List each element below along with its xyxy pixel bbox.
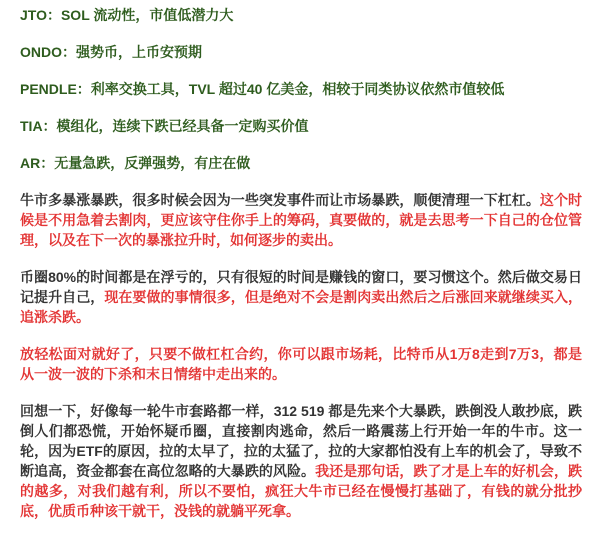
paragraph-text-black: 牛市多暴涨暴跌，很多时候会因为一些突发事件而让市场暴跌，顺便清理一下杠杠。 [20,192,540,208]
paragraph-text-red: 这个时候是不用急着去割肉，更应该守住你手上的筹码，真要做的，就是去思考一下自己的仓位管理，以及在下一次的暴涨拉升时，如何逐步的卖出。 [20,192,583,248]
coin-note-pendle: PENDLE：利率交换工具，TVL 超过40 亿美金，相较于同类协议依然市值较低 [20,81,505,97]
coin-note-jto: JTO：SOL 流动性，市值低潜力大 [20,7,234,23]
coin-note-ar: AR：无量急跌，反弹强势，有庄在做 [20,155,251,171]
paragraph-market-crash-advice [20,190,582,250]
coin-note-ondo: ONDO：强势币，上币安预期 [20,44,202,60]
paragraph-text-black: 回想一下，好像每一轮牛市套路都一样，312 519 都是先来个大暴跌，跌倒没人敢抄底，跌倒人们都恐慌，开始怀疑币圈，直接割肉逃命，然后一路震荡上行开始一年的牛市。这一轮，因为ETF的原因，拉的太早了，拉的太猛了，拉的大家都怕没有上车的机会了，导致不断追高，资金都套在高位忽略的大暴跌的风险。 [20,403,582,479]
paragraph-text-red: 我还是那句话，跌了才是上车的好机会，跌的越多，对我们越有利，所以不要怕，疯狂大牛市已经在慢慢打基础了，有钱的就分批抄底，优质币种该干就干，没钱的就躺平死拿。 [20,463,583,519]
paragraph-relax-no-leverage [20,344,582,384]
paragraph-text-red: 放轻松面对就好了，只要不做杠杠合约，你可以跟市场耗，比特币从1万8走到7万3，都是从一波一波的下杀和末日情绪中走出来的。 [20,346,582,382]
coin-note-tia: TIA：模组化，连续下跌已经具备一定购买价值 [20,118,309,134]
paragraph-bull-market-pattern [20,401,582,521]
paragraph-text-black: 币圈80%的时间都是在浮亏的，只有很短的时间是赚钱的窗口，要习惯这个。然后做交易日记提升自己， [20,269,582,305]
paragraph-floating-loss [20,267,582,327]
paragraph-text-red: 现在要做的事情很多，但是绝对不会是割肉卖出然后之后涨回来就继续买入，追涨杀跌。 [20,289,583,325]
